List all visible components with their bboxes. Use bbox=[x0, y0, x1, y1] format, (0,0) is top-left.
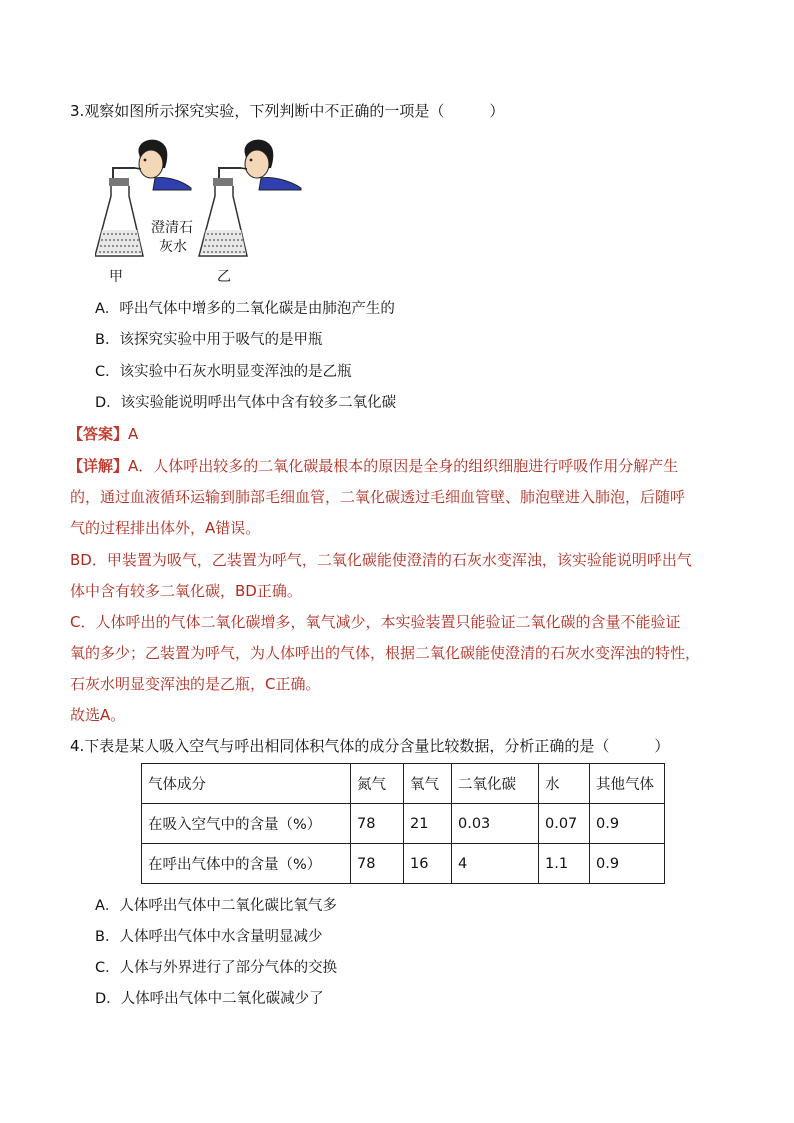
table-cell: 0.9 bbox=[590, 844, 665, 884]
table-cell: 0.07 bbox=[539, 804, 590, 844]
erlenmeyer-flask-icon bbox=[199, 178, 247, 256]
table-cell: 4 bbox=[452, 844, 539, 884]
table-cell: 78 bbox=[351, 804, 404, 844]
table-header-cell: 水 bbox=[539, 764, 590, 804]
table-cell: 78 bbox=[351, 844, 404, 884]
q3-detail-line-1 bbox=[68, 456, 678, 476]
person-blowing-icon bbox=[241, 140, 301, 190]
q3-detail-line-6: C．人体呼出的气体二氧化碳增多，氧气减少，本实验装置只能验证二氧化碳的含量不能验证 bbox=[70, 613, 681, 631]
detail-text: A．人体呼出较多的二氧化碳最根本的原因是全身的组织细胞进行呼吸作用分解产生 bbox=[128, 457, 679, 475]
experiment-illustration bbox=[95, 132, 315, 292]
table-header-cell: 氧气 bbox=[404, 764, 452, 804]
experiment-figure bbox=[95, 132, 315, 292]
q3-option-a: A．呼出气体中增多的二氧化碳是由肺泡产生的 bbox=[95, 301, 395, 317]
table-cell: 0.03 bbox=[452, 804, 539, 844]
table-cell: 16 bbox=[404, 844, 452, 884]
q3-option-b: B．该探究实验中用于吸气的是甲瓶 bbox=[95, 332, 323, 348]
reagent-label-line1: 澄清石 bbox=[151, 220, 193, 236]
table-cell: 在吸入空气中的含量（%） bbox=[142, 804, 351, 844]
q4-option-b: B．人体呼出气体中水含量明显减少 bbox=[95, 929, 323, 945]
table-header-row bbox=[142, 764, 665, 804]
q3-detail-line-2: 的，通过血液循环运输到肺部毛细血管，二氧化碳透过毛细血管壁、肺泡壁进入肺泡，后随呼 bbox=[70, 488, 686, 506]
q4-option-d: D．人体呼出气体中二氧化碳减少了 bbox=[95, 991, 324, 1007]
table-header-cell: 气体成分 bbox=[142, 764, 351, 804]
table-cell: 0.9 bbox=[590, 804, 665, 844]
table-header-cell: 其他气体 bbox=[590, 764, 665, 804]
erlenmeyer-flask-icon bbox=[95, 178, 143, 256]
q3-stem: 3.观察如图所示探究实验，下列判断中不正确的一项是（ ） bbox=[70, 102, 505, 120]
table-header-cell: 氮气 bbox=[351, 764, 404, 804]
table-row bbox=[142, 804, 665, 844]
q4-option-a: A．人体呼出气体中二氧化碳比氧气多 bbox=[95, 898, 337, 914]
q4-stem: 4.下表是某人吸入空气与呼出相同体积气体的成分含量比较数据，分析正确的是（ ） bbox=[70, 737, 670, 755]
q3-detail-line-4: BD．甲装置为吸气，乙装置为呼气，二氧化碳能使澄清的石灰水变浑浊，该实验能说明呼出气 bbox=[70, 551, 692, 569]
table-header-cell: 二氧化碳 bbox=[452, 764, 539, 804]
q3-conclusion: 故选A。 bbox=[70, 706, 126, 724]
table-cell: 在呼出气体中的含量（%） bbox=[142, 844, 351, 884]
detail-tag: 【详解】 bbox=[68, 457, 129, 475]
q3-detail-line-7: 氧的多少；乙装置为呼气，为人体呼出的气体，根据二氧化碳能使澄清的石灰水变浑浊的特性， bbox=[70, 644, 701, 662]
table-cell: 1.1 bbox=[539, 844, 590, 884]
q3-detail-line-8: 石灰水明显变浑浊的是乙瓶，C正确。 bbox=[70, 675, 321, 693]
q4-option-c: C．人体与外界进行了部分气体的交换 bbox=[95, 960, 338, 976]
q3-option-d: D．该实验能说明呼出气体中含有较多二氧化碳 bbox=[95, 395, 397, 411]
q3-answer bbox=[68, 424, 138, 444]
q3-detail-line-3: 气的过程排出体外，A错误。 bbox=[70, 519, 261, 537]
table-row bbox=[142, 844, 665, 884]
reagent-label-line2: 灰水 bbox=[159, 239, 187, 255]
flask-label-b: 乙 bbox=[217, 269, 231, 285]
q3-option-c: C．该实验中石灰水明显变浑浊的是乙瓶 bbox=[95, 364, 352, 380]
gas-composition-table bbox=[141, 763, 665, 884]
person-blowing-icon bbox=[135, 140, 191, 190]
answer-tag: 【答案】 bbox=[68, 425, 129, 443]
q3-detail-line-5: 体中含有较多二氧化碳，BD正确。 bbox=[70, 582, 302, 600]
flask-label-a: 甲 bbox=[109, 269, 123, 285]
table-cell: 21 bbox=[404, 804, 452, 844]
answer-value: A bbox=[128, 425, 139, 443]
